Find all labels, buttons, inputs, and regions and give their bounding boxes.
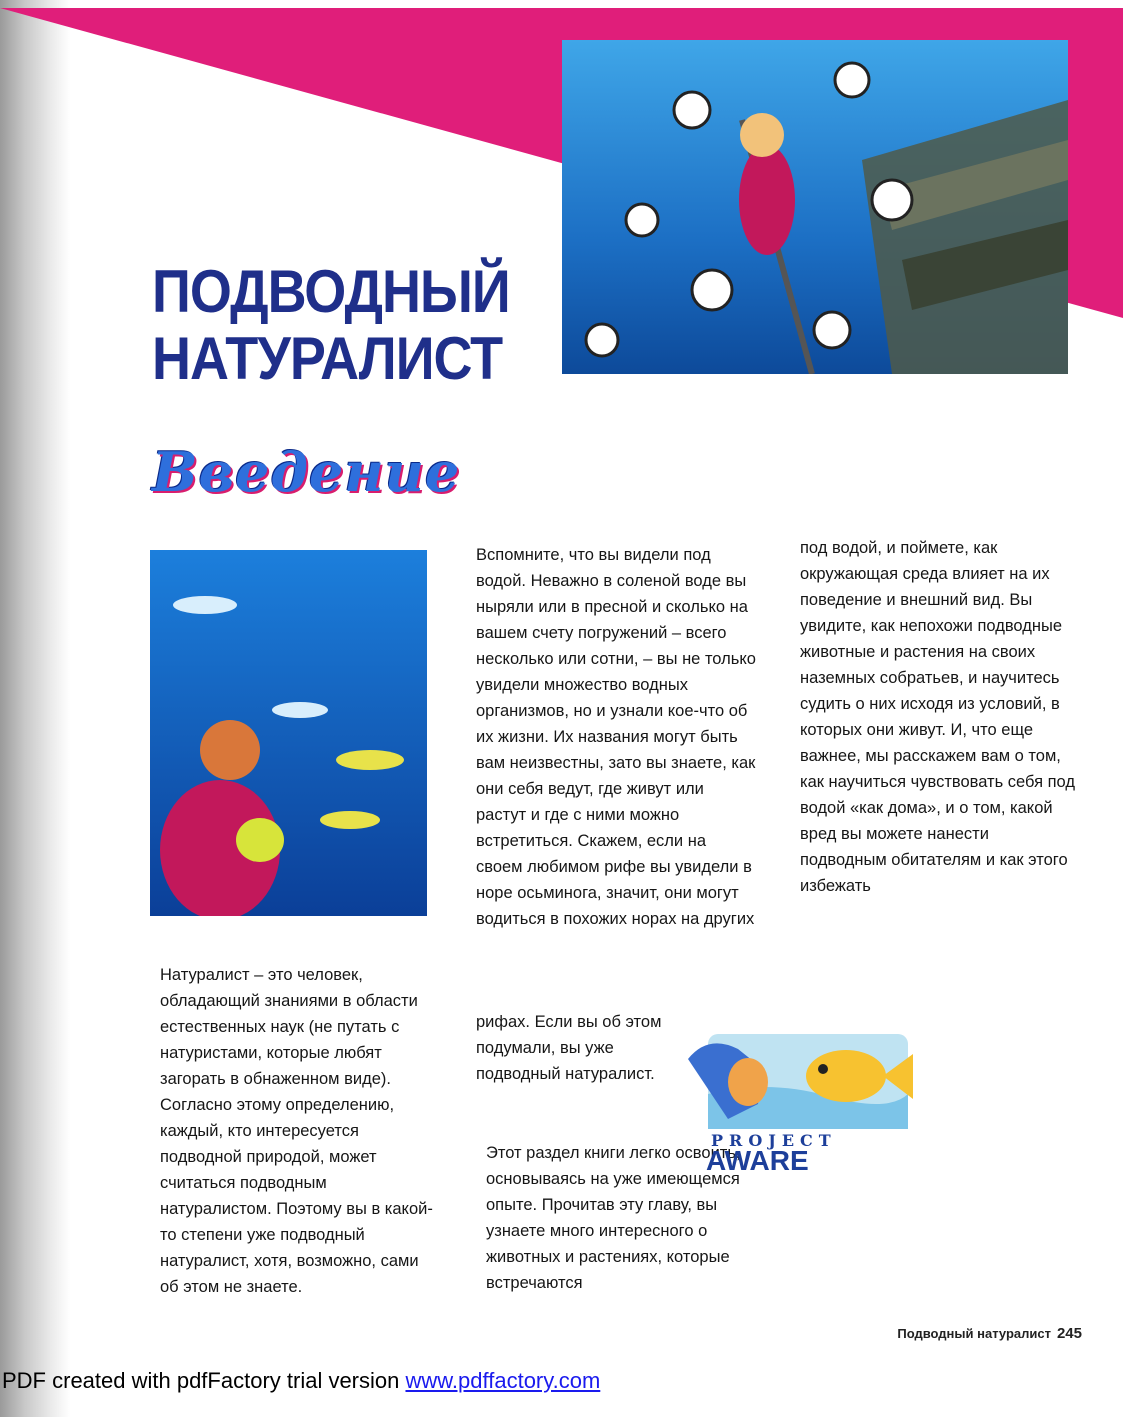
- diver-with-fish-photo: [562, 40, 1068, 374]
- title-line-2: НАТУРАЛИСТ: [152, 325, 503, 393]
- column-b-paragraph-1-end: рифах. Если вы об этом подумали, вы уже подводный натуралист.: [476, 1013, 662, 1083]
- logo-text-aware: AWARE: [706, 1145, 809, 1174]
- pdffactory-link[interactable]: www.pdffactory.com: [405, 1368, 601, 1393]
- project-aware-logo: [668, 1024, 918, 1174]
- footer-section-title: Подводный натуралист: [897, 1326, 1051, 1341]
- page-footer: [860, 1325, 1082, 1342]
- column-a-text: Натуралист – это человек, обладающий знаниями в области естественных наук (не путать с натуристами, которые любят загорать в обнаженном виде). Согласно этому определению, каждый, кто интересуется подводной природой, может считаться подводным натуралистом. Поэтому вы в какой-то степени уже подводный натуралист, хотя, возможно, сами об этом не знаете.: [160, 966, 433, 1296]
- section-subtitle: Введение: [152, 440, 461, 504]
- title-line-1: ПОДВОДНЫЙ: [152, 258, 510, 326]
- diver-with-yellow-fish-photo: [150, 550, 427, 916]
- page-title: [152, 258, 510, 392]
- column-b-paragraph-2: Этот раздел книги легко освоить, основываясь на уже имеющемся опыте. Прочитав эту главу, вы узнаете много интересного о животных и растениях, которые встречаются: [486, 1144, 741, 1292]
- pdf-note-text: PDF created with pdfFactory trial version: [2, 1368, 406, 1393]
- column-b-paragraph-1: Вспомните, что вы видели под водой. Неважно в соленой воде вы ныряли или в пресной и сколько на вашем счету погружений – всего несколько или сотни, – вы не только увидели множество водных организмов, но и узнали кое-что об их жизни. Их названия могут быть вам неизвестны, зато вы знаете, как они себя ведут, где живут или растут и где с ними можно встретиться. Скажем, если на своем любимом рифе вы увидели в норе осьминога, значит, они могут водиться в похожих норах на других: [476, 546, 756, 928]
- pdf-watermark-note: [2, 1368, 600, 1394]
- column-c-text: под водой, и поймете, как окружающая среда влияет на их поведение и внешний вид. Вы увидите, как непохожи подводные животные и растения на своих наземных собратьев, и научитесь судить о них исходя из условий, в которых они живут. И, что еще важнее, мы расскажем вам о том, как научиться чувствовать себя под водой «как дома», и о том, какой вред вы можете нанести подводным обитателям и как этого избежать: [800, 539, 1075, 895]
- logo-text-project: PROJECT: [711, 1131, 837, 1150]
- page-number: 245: [1056, 1325, 1082, 1342]
